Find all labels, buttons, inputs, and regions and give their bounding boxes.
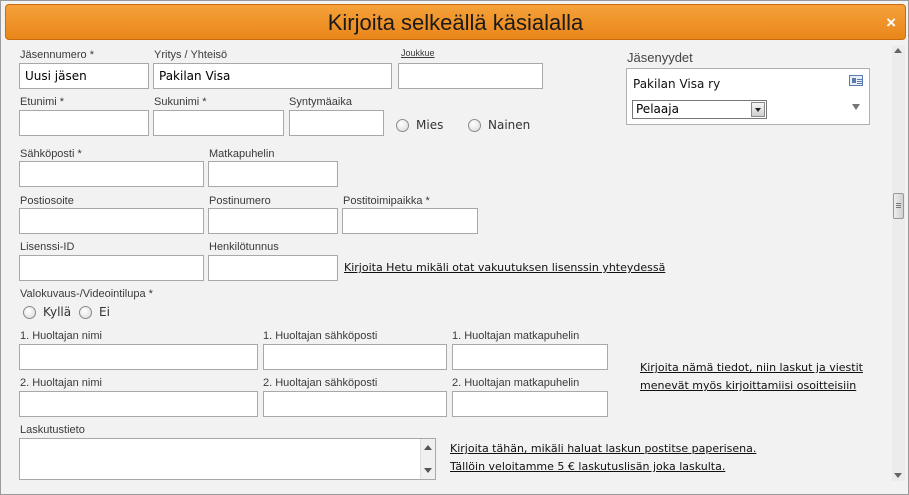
guardian1-phone-input[interactable] (452, 344, 608, 370)
chevron-down-icon[interactable] (751, 102, 765, 117)
guardian2-name-input[interactable] (19, 391, 258, 417)
scroll-up-icon[interactable] (424, 445, 432, 450)
birthday-input[interactable] (289, 110, 384, 136)
guardian2-email-input[interactable] (263, 391, 447, 417)
city-label: Postitoimipaikka * (343, 195, 430, 207)
company-input[interactable] (153, 63, 392, 89)
photo-no-radio[interactable] (79, 305, 110, 319)
dialog-title: Kirjoita selkeällä käsialalla (327, 10, 584, 35)
billing-scrollbar[interactable] (420, 439, 435, 479)
guardian1-name-label: 1. Huoltajan nimi (20, 330, 102, 342)
last-name-input[interactable] (153, 110, 284, 136)
photo-yes-radio[interactable] (23, 305, 71, 319)
role-select[interactable] (632, 100, 767, 119)
member-no-label: Jäsennumero * (20, 49, 94, 61)
caret-down-icon[interactable] (852, 104, 860, 110)
guardian2-name-label: 2. Huoltajan nimi (20, 377, 102, 389)
ssn-label: Henkilötunnus (209, 241, 279, 253)
billing-textarea[interactable] (19, 438, 436, 480)
guardian1-name-input[interactable] (19, 344, 258, 370)
ssn-hint: Kirjoita Hetu mikäli otat vakuutuksen lisenssin yhteydessä (344, 261, 666, 274)
guardians-hint-line1: Kirjoita nämä tiedot, niin laskut ja viestit (640, 361, 863, 374)
email-input[interactable] (19, 161, 204, 187)
guardian1-email-input[interactable] (263, 344, 447, 370)
guardian2-phone-input[interactable] (452, 391, 608, 417)
memberships-title: Jäsenyydet (627, 50, 693, 65)
dialog-titlebar (5, 4, 906, 40)
dialog-scrollbar[interactable] (892, 45, 905, 481)
member-card-icon[interactable] (849, 75, 863, 86)
mobile-label: Matkapuhelin (209, 148, 275, 160)
close-icon[interactable]: × (886, 13, 896, 32)
guardians-hint-line2: menevät myös kirjoittamiisi osoitteisiin (640, 379, 857, 392)
scroll-down-icon[interactable] (894, 473, 902, 478)
guardian2-email-label: 2. Huoltajan sähköposti (263, 377, 378, 389)
gender-female-label: Nainen (488, 118, 531, 132)
last-name-label: Sukunimi * (154, 96, 207, 108)
company-label: Yritys / Yhteisö (154, 49, 228, 61)
photo-permission-label: Valokuvaus-/Videointilupa * (20, 288, 153, 300)
scrollbar-thumb[interactable] (893, 193, 904, 219)
city-input[interactable] (342, 208, 478, 234)
email-label: Sähköposti * (20, 148, 82, 160)
billing-hint-line1: Kirjoita tähän, mikäli haluat laskun postitse paperisena. (450, 442, 757, 455)
membership-club: Pakilan Visa ry (633, 77, 721, 91)
first-name-input[interactable] (19, 110, 149, 136)
scroll-down-icon[interactable] (424, 468, 432, 473)
birthday-label: Syntymäaika (289, 96, 352, 108)
team-label[interactable]: Joukkue (401, 48, 435, 58)
license-id-input[interactable] (19, 255, 204, 281)
team-input[interactable] (398, 63, 543, 89)
guardian1-email-label: 1. Huoltajan sähköposti (263, 330, 378, 342)
guardians-hint (640, 359, 863, 395)
radio-circle (23, 306, 36, 319)
scroll-up-icon[interactable] (894, 48, 902, 53)
radio-circle (79, 306, 92, 319)
radio-circle (396, 119, 409, 132)
mobile-input[interactable] (208, 161, 338, 187)
first-name-label: Etunimi * (20, 96, 65, 108)
photo-no-label: Ei (99, 305, 110, 319)
membership-card (626, 68, 870, 125)
billing-label: Laskutustieto (20, 424, 85, 436)
role-select-value: Pelaaja (636, 102, 679, 116)
gender-female-radio[interactable] (468, 118, 530, 132)
member-no-input[interactable] (19, 63, 149, 89)
photo-yes-label: Kyllä (43, 305, 72, 319)
billing-hint-line2: Tällöin veloitamme 5 € laskutuslisän joka laskulta. (450, 460, 726, 473)
postal-code-input[interactable] (208, 208, 338, 234)
ssn-input[interactable] (208, 255, 338, 281)
radio-circle (468, 119, 481, 132)
guardian1-phone-label: 1. Huoltajan matkapuhelin (452, 330, 580, 342)
postal-code-label: Postinumero (209, 195, 271, 207)
gender-male-radio[interactable] (396, 118, 443, 132)
billing-hint (450, 440, 756, 476)
license-id-label: Lisenssi-ID (20, 241, 75, 253)
guardian2-phone-label: 2. Huoltajan matkapuhelin (452, 377, 580, 389)
address-input[interactable] (19, 208, 204, 234)
address-label: Postiosoite (20, 195, 74, 207)
gender-male-label: Mies (416, 118, 444, 132)
